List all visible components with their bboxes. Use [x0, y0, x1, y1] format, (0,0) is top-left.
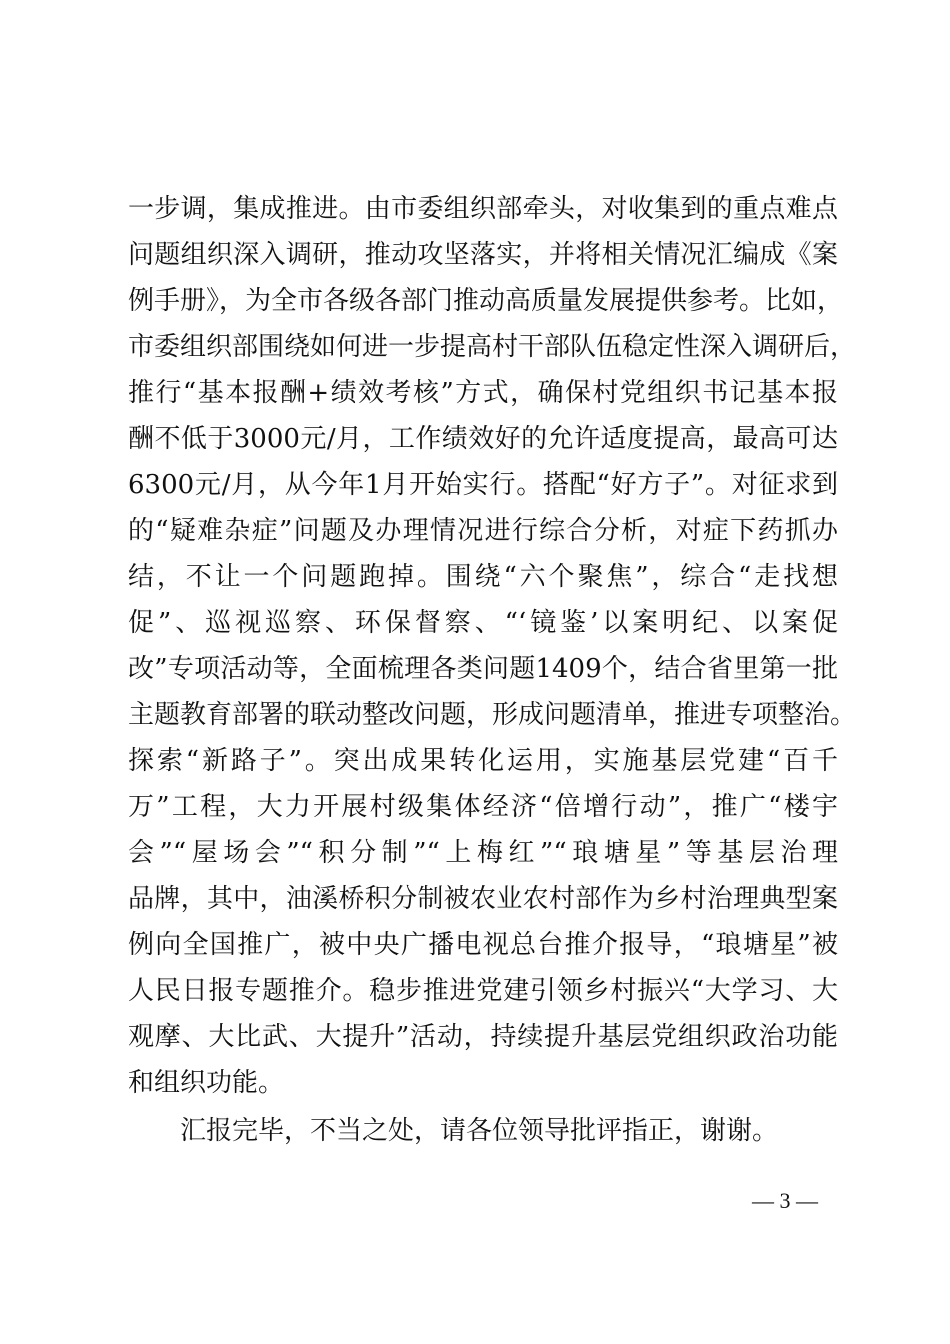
text-line: 例手册》，为全市各级各部门推动高质量发展提供参考。比如， [128, 286, 844, 316]
text-line: 例向全国推广，被中央广播电视总台推介报导，“琅塘星”被 [128, 930, 838, 960]
text-line: 万”工程，大力开展村级集体经济“倍增行动”，推广“楼宇 [128, 792, 838, 822]
text-line: 探索“新路子”。突出成果转化运用，实施基层党建“百千 [128, 746, 838, 776]
text-line: 问题组织深入调研，推动攻坚落实，并将相关情况汇编成《案 [128, 240, 838, 270]
text-line: 会”“屋场会”“积分制”“上梅红”“琅塘星”等基层治理 [128, 838, 838, 868]
text-line: 市委组织部围绕如何进一步提高村干部队伍稳定性深入调研后， [128, 332, 857, 362]
text-line: 6300元/月，从今年1月开始实行。搭配“好方子”。对征求到 [128, 470, 838, 500]
text-line: 品牌，其中，油溪桥积分制被农业农村部作为乡村治理典型案 [128, 884, 838, 914]
text-line: 改”专项活动等，全面梳理各类问题1409个，结合省里第一批 [128, 654, 838, 684]
text-line: 的“疑难杂症”问题及办理情况进行综合分析，对症下药抓办 [128, 516, 838, 546]
text-line: 观摩、大比武、大提升”活动，持续提升基层党组织政治功能 [128, 1022, 838, 1052]
text-line: 结，不让一个问题跑掉。围绕“六个聚焦”，综合“走找想 [128, 562, 838, 592]
text-line: 推行“基本报酬+绩效考核”方式，确保村党组织书记基本报 [128, 378, 838, 408]
text-line: 酬不低于3000元/月，工作绩效好的允许适度提高，最高可达 [128, 424, 838, 454]
body-paragraph [128, 186, 857, 1106]
closing-paragraph: 汇报完毕，不当之处，请各位领导批评指正，谢谢。 [180, 1116, 779, 1146]
page-number: — 3 — [752, 1188, 818, 1213]
text-line-last: 和组织功能。 [128, 1068, 285, 1098]
text-line: 促”、巡视巡察、环保督察、“‘镜鉴’以案明纪、以案促 [128, 608, 838, 638]
text-line: 人民日报专题推介。稳步推进党建引领乡村振兴“大学习、大 [128, 976, 838, 1006]
text-line: 主题教育部署的联动整改问题，形成问题清单，推进专项整治。 [128, 700, 857, 730]
text-line: 一步调，集成推进。由市委组织部牵头，对收集到的重点难点 [128, 194, 838, 224]
